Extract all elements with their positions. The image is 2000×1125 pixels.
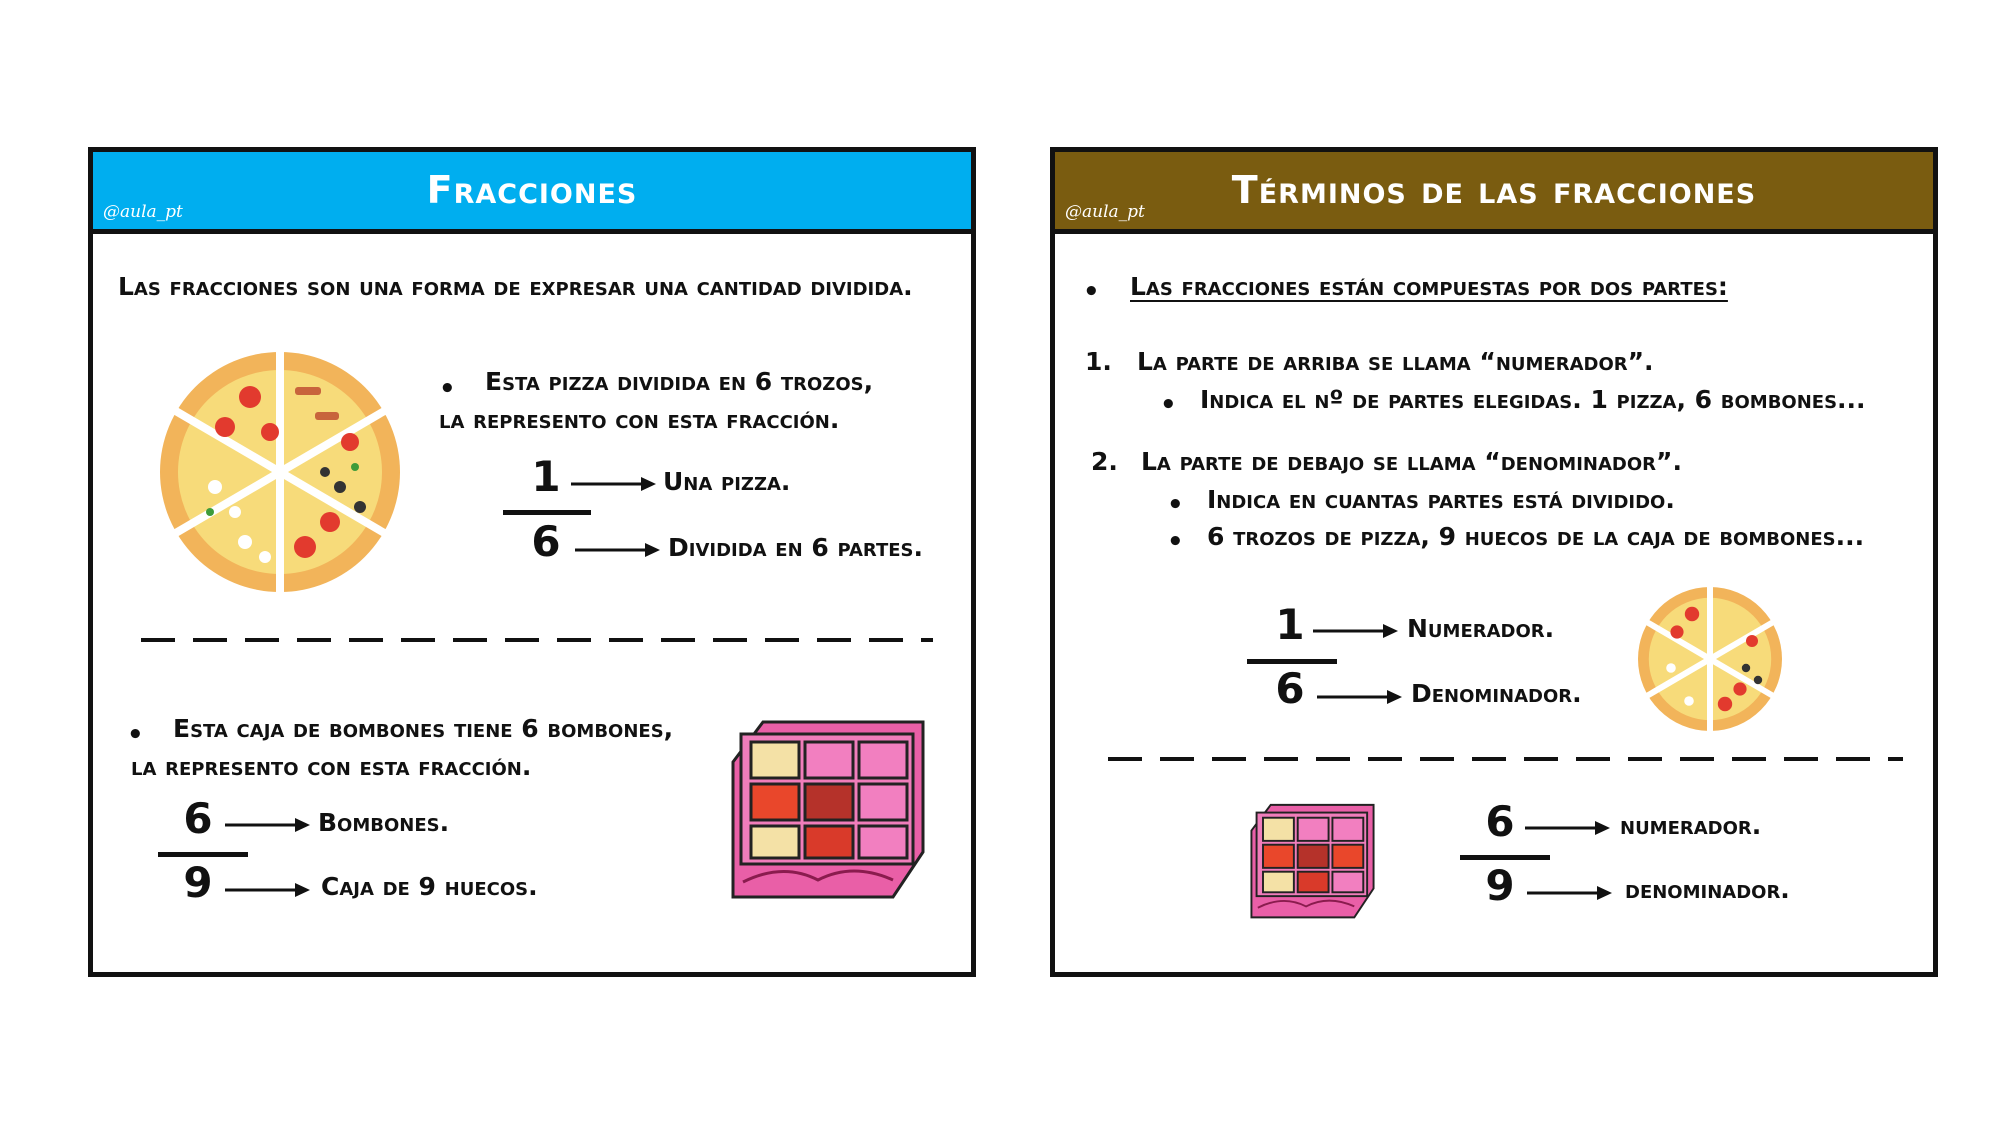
arrow-right-icon xyxy=(225,817,310,833)
denominator-label: denominador. xyxy=(1625,875,1790,904)
bullet: • xyxy=(1167,490,1184,520)
denominator-label: Denominador. xyxy=(1411,679,1582,708)
arrow-right-icon xyxy=(575,542,660,558)
card-title: Fracciones xyxy=(426,168,638,212)
numerator-label: Una pizza. xyxy=(663,467,791,496)
numerator-label: Bombones. xyxy=(318,808,450,837)
fraction-numerator: 6 xyxy=(1485,797,1515,846)
fraction-bar xyxy=(158,852,248,857)
fraction-denominator: 9 xyxy=(183,858,213,907)
fraction-denominator: 6 xyxy=(531,517,561,566)
item2-text: La parte de debajo se llama “denominador”. xyxy=(1141,447,1682,476)
bullet: • xyxy=(1083,277,1100,307)
item2-subtext2: 6 trozos de pizza, 9 huecos de la caja de bombones... xyxy=(1207,522,1865,551)
author-tag: @aula_pt xyxy=(1065,202,1145,222)
author-tag: @aula_pt xyxy=(103,202,183,222)
list-number: 2. xyxy=(1091,447,1118,476)
fraction-denominator: 9 xyxy=(1485,861,1515,910)
fraction-numerator: 6 xyxy=(183,794,213,843)
card-header xyxy=(1055,152,1933,234)
pizza-text-line2: la represento con esta fracción. xyxy=(439,405,840,434)
arrow-right-icon xyxy=(1317,689,1402,705)
bullet: • xyxy=(439,374,456,404)
numerator-label: Numerador. xyxy=(1407,614,1555,643)
fractions-card xyxy=(88,147,976,977)
card-header xyxy=(93,152,971,234)
fraction-numerator: 1 xyxy=(531,452,561,501)
chocolate-box-illustration xyxy=(723,712,933,902)
bullet: • xyxy=(1167,527,1184,557)
item1-text: La parte de arriba se llama “numerador”. xyxy=(1137,347,1654,376)
arrow-right-icon xyxy=(225,882,310,898)
intro-text: Las fracciones son una forma de expresar una cantidad dividida. xyxy=(118,272,913,301)
arrow-right-icon xyxy=(1527,885,1612,901)
intro-text: Las fracciones están compuestas por dos partes: xyxy=(1130,272,1728,301)
pizza-illustration xyxy=(155,347,405,597)
dashed-divider xyxy=(141,638,933,642)
arrow-right-icon xyxy=(571,476,656,492)
fraction-terms-card xyxy=(1050,147,1938,977)
denominator-label: Dividida en 6 partes. xyxy=(668,533,924,562)
pizza-illustration xyxy=(1635,584,1785,734)
box-text-line2: la represento con esta fracción. xyxy=(131,752,532,781)
bullet: • xyxy=(127,720,144,750)
item1-subtext: Indica el nº de partes elegidas. 1 pizza, 6 bombones... xyxy=(1200,385,1866,414)
numerator-label: numerador. xyxy=(1620,811,1762,840)
item2-subtext1: Indica en cuantas partes está dividido. xyxy=(1207,485,1675,514)
fraction-numerator: 1 xyxy=(1275,600,1305,649)
arrow-right-icon xyxy=(1313,623,1398,639)
bullet: • xyxy=(1160,390,1177,420)
fraction-bar xyxy=(503,510,591,515)
list-number: 1. xyxy=(1085,347,1112,376)
fraction-bar xyxy=(1460,855,1550,860)
box-text-line1: Esta caja de bombones tiene 6 bombones, xyxy=(173,714,674,743)
fraction-denominator: 6 xyxy=(1275,664,1305,713)
arrow-right-icon xyxy=(1525,820,1610,836)
chocolate-box-illustration xyxy=(1245,797,1380,922)
dashed-divider xyxy=(1108,757,1903,761)
card-title: Términos de las fracciones xyxy=(1231,168,1757,212)
denominator-label: Caja de 9 huecos. xyxy=(321,872,538,901)
pizza-text-line1: Esta pizza dividida en 6 trozos, xyxy=(485,367,874,396)
